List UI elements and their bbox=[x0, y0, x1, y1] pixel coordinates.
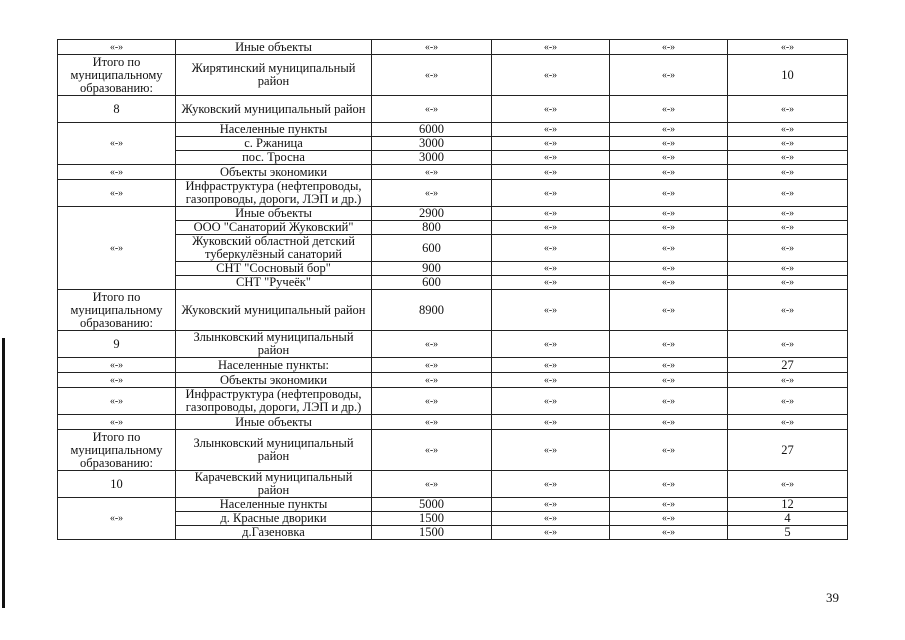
document-table-container bbox=[57, 39, 847, 540]
table-cell: 12 bbox=[728, 498, 848, 512]
table-cell: «-» bbox=[728, 290, 848, 331]
table-cell: «-» bbox=[610, 123, 728, 137]
table-row bbox=[58, 137, 848, 151]
table-cell: 800 bbox=[372, 221, 492, 235]
table-cell: «-» bbox=[492, 40, 610, 55]
table-cell: 2900 bbox=[372, 207, 492, 221]
table-row bbox=[58, 221, 848, 235]
table-cell: ООО "Санаторий Жуковский" bbox=[176, 221, 372, 235]
table-cell: 5 bbox=[728, 526, 848, 540]
table-cell: «-» bbox=[610, 235, 728, 262]
table-cell: 8 bbox=[58, 96, 176, 123]
table-cell: «-» bbox=[728, 180, 848, 207]
table-row bbox=[58, 373, 848, 388]
table-cell: «-» bbox=[728, 40, 848, 55]
table-cell: «-» bbox=[610, 55, 728, 96]
table-row bbox=[58, 415, 848, 430]
table-row bbox=[58, 430, 848, 471]
table-cell: 3000 bbox=[372, 137, 492, 151]
table-cell: 5000 bbox=[372, 498, 492, 512]
table-row bbox=[58, 55, 848, 96]
table-row bbox=[58, 331, 848, 358]
table-cell: «-» bbox=[610, 358, 728, 373]
table-cell: 6000 bbox=[372, 123, 492, 137]
table-cell: «-» bbox=[492, 221, 610, 235]
table-cell: «-» bbox=[728, 165, 848, 180]
table-cell: «-» bbox=[492, 207, 610, 221]
table-row bbox=[58, 498, 848, 512]
table-cell: «-» bbox=[372, 96, 492, 123]
table-cell: 8900 bbox=[372, 290, 492, 331]
table-cell: Жирятинский муниципальный район bbox=[176, 55, 372, 96]
table-cell: «-» bbox=[610, 165, 728, 180]
table-row bbox=[58, 151, 848, 165]
table-cell: 1500 bbox=[372, 512, 492, 526]
table-cell: «-» bbox=[372, 40, 492, 55]
table-row bbox=[58, 526, 848, 540]
table-cell: «-» bbox=[58, 358, 176, 373]
table-cell: «-» bbox=[728, 262, 848, 276]
table-cell: «-» bbox=[728, 388, 848, 415]
table-cell: «-» bbox=[492, 512, 610, 526]
table-cell: «-» bbox=[610, 180, 728, 207]
table-cell: «-» bbox=[58, 415, 176, 430]
table-cell: «-» bbox=[492, 388, 610, 415]
table-cell: «-» bbox=[610, 207, 728, 221]
table-row bbox=[58, 207, 848, 221]
scan-edge-mark bbox=[2, 338, 5, 608]
table-cell: «-» bbox=[58, 373, 176, 388]
table-cell: СНТ "Ручеёк" bbox=[176, 276, 372, 290]
table-cell: «-» bbox=[492, 471, 610, 498]
table-cell: 600 bbox=[372, 276, 492, 290]
table-cell: «-» bbox=[492, 276, 610, 290]
table-cell: «-» bbox=[492, 55, 610, 96]
table-cell: пос. Тросна bbox=[176, 151, 372, 165]
table-row bbox=[58, 165, 848, 180]
table-cell: «-» bbox=[492, 96, 610, 123]
table-cell: «-» bbox=[610, 137, 728, 151]
table-cell: Населенные пункты bbox=[176, 123, 372, 137]
table-row bbox=[58, 276, 848, 290]
table-cell: 9 bbox=[58, 331, 176, 358]
table-cell: «-» bbox=[610, 430, 728, 471]
document-table bbox=[57, 39, 848, 540]
table-cell: «-» bbox=[58, 180, 176, 207]
table-cell: «-» bbox=[610, 290, 728, 331]
table-cell: «-» bbox=[372, 388, 492, 415]
table-cell: Инфраструктура (нефтепроводы, газопроводы, дороги, ЛЭП и др.) bbox=[176, 180, 372, 207]
table-cell: «-» bbox=[492, 123, 610, 137]
table-cell: «-» bbox=[58, 123, 176, 165]
table-row bbox=[58, 235, 848, 262]
table-cell: «-» bbox=[372, 180, 492, 207]
table-cell: «-» bbox=[372, 373, 492, 388]
table-cell: «-» bbox=[492, 415, 610, 430]
table-cell: «-» bbox=[610, 415, 728, 430]
table-cell: «-» bbox=[610, 221, 728, 235]
table-cell: Иные объекты bbox=[176, 415, 372, 430]
table-cell: «-» bbox=[58, 498, 176, 540]
table-cell: «-» bbox=[372, 430, 492, 471]
table-cell: «-» bbox=[492, 165, 610, 180]
table-cell: 900 bbox=[372, 262, 492, 276]
table-cell: «-» bbox=[492, 137, 610, 151]
table-cell: «-» bbox=[372, 358, 492, 373]
table-cell: Объекты экономики bbox=[176, 373, 372, 388]
table-cell: Населенные пункты: bbox=[176, 358, 372, 373]
table-cell: «-» bbox=[58, 207, 176, 290]
table-cell: 600 bbox=[372, 235, 492, 262]
table-cell: «-» bbox=[728, 331, 848, 358]
table-cell: «-» bbox=[492, 180, 610, 207]
table-row bbox=[58, 123, 848, 137]
table-cell: Злынковский муниципальный район bbox=[176, 331, 372, 358]
table-cell: Иные объекты bbox=[176, 40, 372, 55]
table-cell: «-» bbox=[492, 290, 610, 331]
table-cell: 27 bbox=[728, 358, 848, 373]
table-cell: Итого по муниципальному образованию: bbox=[58, 430, 176, 471]
table-cell: «-» bbox=[492, 151, 610, 165]
table-cell: д.Газеновка bbox=[176, 526, 372, 540]
table-cell: «-» bbox=[492, 262, 610, 276]
table-cell: «-» bbox=[610, 151, 728, 165]
table-cell: Населенные пункты bbox=[176, 498, 372, 512]
table-cell: с. Ржаница bbox=[176, 137, 372, 151]
table-cell: «-» bbox=[728, 123, 848, 137]
table-cell: 27 bbox=[728, 430, 848, 471]
table-cell: «-» bbox=[492, 235, 610, 262]
table-row bbox=[58, 388, 848, 415]
table-cell: «-» bbox=[728, 96, 848, 123]
table-cell: Жуковский муниципальный район bbox=[176, 290, 372, 331]
table-cell: «-» bbox=[58, 40, 176, 55]
table-cell: СНТ "Сосновый бор" bbox=[176, 262, 372, 276]
table-row bbox=[58, 471, 848, 498]
table-cell: 10 bbox=[58, 471, 176, 498]
table-cell: «-» bbox=[492, 373, 610, 388]
table-cell: 10 bbox=[728, 55, 848, 96]
table-cell: «-» bbox=[728, 221, 848, 235]
table-cell: Итого по муниципальному образованию: bbox=[58, 55, 176, 96]
table-cell: Объекты экономики bbox=[176, 165, 372, 180]
table-cell: «-» bbox=[610, 276, 728, 290]
table-cell: «-» bbox=[728, 471, 848, 498]
table-cell: «-» bbox=[728, 415, 848, 430]
table-cell: «-» bbox=[728, 276, 848, 290]
table-cell: Злынковский муниципальный район bbox=[176, 430, 372, 471]
table-cell: «-» bbox=[492, 430, 610, 471]
page-number: 39 bbox=[826, 590, 839, 605]
table-row bbox=[58, 512, 848, 526]
table-cell: 1500 bbox=[372, 526, 492, 540]
table-row bbox=[58, 96, 848, 123]
table-cell: «-» bbox=[492, 498, 610, 512]
table-cell: «-» bbox=[610, 373, 728, 388]
table-cell: «-» bbox=[610, 512, 728, 526]
table-cell: «-» bbox=[610, 526, 728, 540]
table-cell: «-» bbox=[372, 471, 492, 498]
table-cell: Жуковский областной детский туберкулёзный санаторий bbox=[176, 235, 372, 262]
table-row bbox=[58, 180, 848, 207]
table-cell: «-» bbox=[728, 137, 848, 151]
table-cell: «-» bbox=[610, 331, 728, 358]
table-row bbox=[58, 358, 848, 373]
table-row bbox=[58, 290, 848, 331]
table-cell: Иные объекты bbox=[176, 207, 372, 221]
table-cell: «-» bbox=[728, 373, 848, 388]
table-cell: «-» bbox=[492, 331, 610, 358]
table-cell: «-» bbox=[58, 388, 176, 415]
table-cell: «-» bbox=[610, 96, 728, 123]
table-cell: «-» bbox=[58, 165, 176, 180]
table-cell: Инфраструктура (нефтепроводы, газопроводы, дороги, ЛЭП и др.) bbox=[176, 388, 372, 415]
table-row bbox=[58, 40, 848, 55]
table-cell: Жуковский муниципальный район bbox=[176, 96, 372, 123]
table-cell: «-» bbox=[372, 165, 492, 180]
table-cell: «-» bbox=[610, 40, 728, 55]
table-cell: «-» bbox=[492, 358, 610, 373]
table-cell: Карачевский муниципальный район bbox=[176, 471, 372, 498]
table-cell: 4 bbox=[728, 512, 848, 526]
table-row bbox=[58, 262, 848, 276]
table-cell: Итого по муниципальному образованию: bbox=[58, 290, 176, 331]
table-cell: «-» bbox=[728, 151, 848, 165]
table-cell: «-» bbox=[492, 526, 610, 540]
table-cell: «-» bbox=[372, 415, 492, 430]
table-cell: «-» bbox=[372, 55, 492, 96]
table-cell: 3000 bbox=[372, 151, 492, 165]
table-cell: «-» bbox=[610, 498, 728, 512]
table-cell: «-» bbox=[610, 471, 728, 498]
table-cell: д. Красные дворики bbox=[176, 512, 372, 526]
table-cell: «-» bbox=[728, 207, 848, 221]
table-cell: «-» bbox=[610, 388, 728, 415]
table-cell: «-» bbox=[610, 262, 728, 276]
table-cell: «-» bbox=[728, 235, 848, 262]
table-cell: «-» bbox=[372, 331, 492, 358]
